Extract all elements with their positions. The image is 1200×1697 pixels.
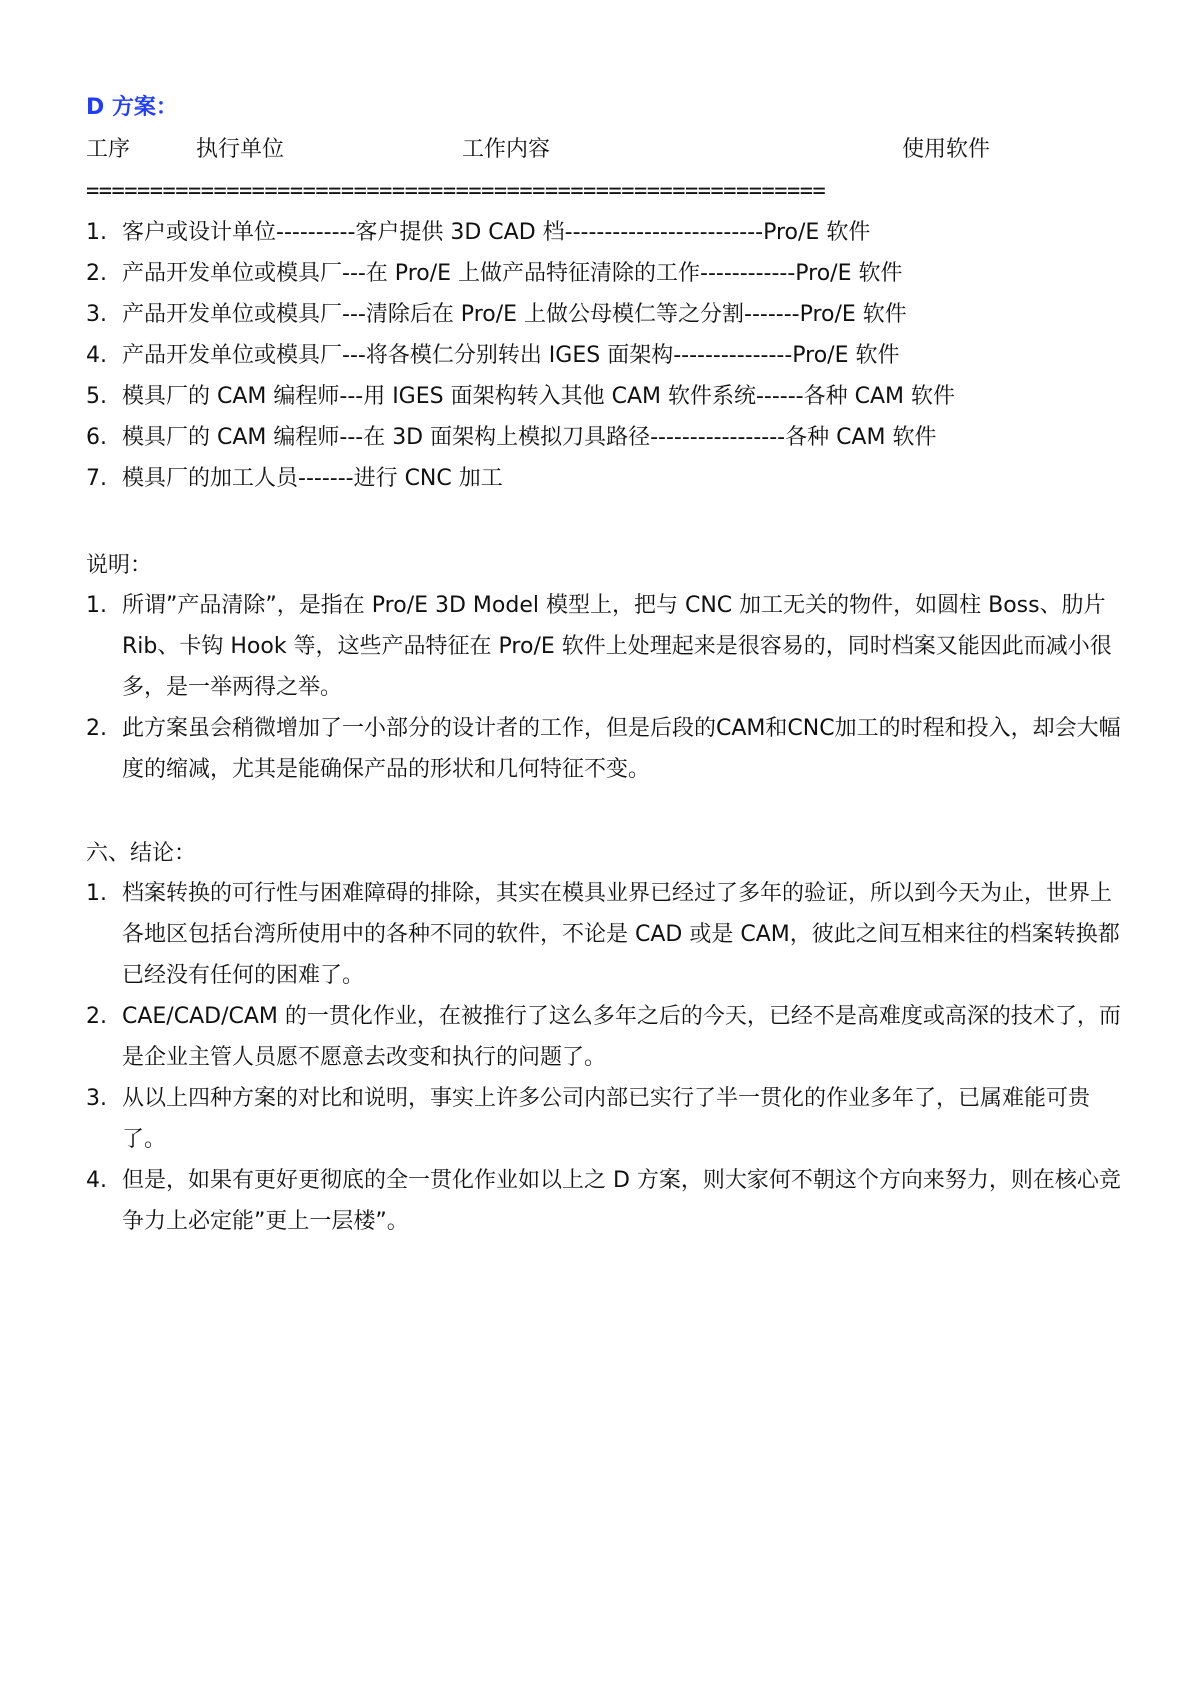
process-step xyxy=(86,417,1126,458)
process-step xyxy=(86,253,1126,294)
step-text: 模具厂的加工人员-------进行 CNC 加工 xyxy=(122,466,503,491)
step-number: 6. xyxy=(86,425,107,450)
step-number: 4. xyxy=(86,343,107,368)
process-step xyxy=(86,376,1126,417)
step-number: 3. xyxy=(86,302,107,327)
step-number: 7. xyxy=(86,466,107,491)
conclusion-item xyxy=(86,1078,1126,1160)
step-text: 客户或设计单位----------客户提供 3D CAD 档-------------------------Pro/E 软件 xyxy=(122,220,871,245)
header-unit: 执行单位 xyxy=(196,137,285,162)
conclusion-text: 但是，如果有更好更彻底的全一贯化作业如以上之 D 方案，则大家何不朝这个方向来努力，则在核心竞争力上必定能”更上一层楼”。 xyxy=(122,1168,1121,1234)
note-text: 此方案虽会稍微增加了一小部分的设计者的工作，但是后段的CAM和CNC加工的时程和投入，却会大幅度的缩减，尤其是能确保产品的形状和几何特征不变。 xyxy=(122,716,1121,782)
process-step xyxy=(86,335,1126,376)
step-text: 模具厂的 CAM 编程师---用 IGES 面架构转入其他 CAM 软件系统------各种 CAM 软件 xyxy=(122,384,955,409)
conclusion-text: CAE/CAD/CAM 的一贯化作业，在被推行了这么多年之后的今天，已经不是高难度或高深的技术了，而是企业主管人员愿不愿意去改变和执行的问题了。 xyxy=(122,1004,1121,1070)
step-number: 5. xyxy=(86,384,107,409)
conclusion-number: 4. xyxy=(86,1168,107,1193)
section-title: D 方案： xyxy=(86,95,178,120)
step-text: 产品开发单位或模具厂---在 Pro/E 上做产品特征清除的工作------------Pro/E 软件 xyxy=(122,261,903,286)
header-content: 工作内容 xyxy=(462,137,551,162)
note-text: 所谓”产品清除”，是指在 Pro/E 3D Model 模型上，把与 CNC 加工无关的物件，如圆柱 Boss、肋片 Rib、卡钩 Hook 等，这些产品特征在 Pro/E 软件上处理起来是很容易的，同时档案又能因此而减小很多，是一举两得之举。 xyxy=(122,593,1112,700)
conclusion-item xyxy=(86,996,1126,1078)
notes-heading: 说明： xyxy=(86,553,153,578)
conclusion-item xyxy=(86,873,1126,996)
process-step xyxy=(86,294,1126,335)
conclusion-text: 从以上四种方案的对比和说明，事实上许多公司内部已实行了半一贯化的作业多年了，已属难能可贵了。 xyxy=(122,1086,1091,1152)
separator-line: ========================================================== xyxy=(86,179,826,204)
step-number: 2. xyxy=(86,261,107,286)
header-step: 工序 xyxy=(86,137,131,162)
conclusion-number: 2. xyxy=(86,1004,107,1029)
step-text: 模具厂的 CAM 编程师---在 3D 面架构上模拟刀具路径-----------------各种 CAM 软件 xyxy=(122,425,937,450)
header-software: 使用软件 xyxy=(902,137,991,162)
process-step xyxy=(86,458,1126,499)
process-step xyxy=(86,212,1126,253)
step-text: 产品开发单位或模具厂---将各模仁分别转出 IGES 面架构---------------Pro/E 软件 xyxy=(122,343,900,368)
step-text: 产品开发单位或模具厂---清除后在 Pro/E 上做公母模仁等之分割-------Pro/E 软件 xyxy=(122,302,907,327)
conclusion-text: 档案转换的可行性与困难障碍的排除，其实在模具业界已经过了多年的验证，所以到今天为止，世界上各地区包括台湾所使用中的各种不同的软件，不论是 CAD 或是 CAM，彼此之间互相来往的档案转换都已经没有任何的困难了。 xyxy=(122,881,1120,988)
conclusion-heading: 六、结论： xyxy=(86,841,197,866)
step-number: 1. xyxy=(86,220,107,245)
conclusion-number: 1. xyxy=(86,881,107,906)
conclusion-number: 3. xyxy=(86,1086,107,1111)
conclusion-item xyxy=(86,1160,1126,1242)
note-item xyxy=(86,708,1126,790)
note-item xyxy=(86,585,1126,708)
note-number: 1. xyxy=(86,593,107,618)
note-number: 2. xyxy=(86,716,107,741)
